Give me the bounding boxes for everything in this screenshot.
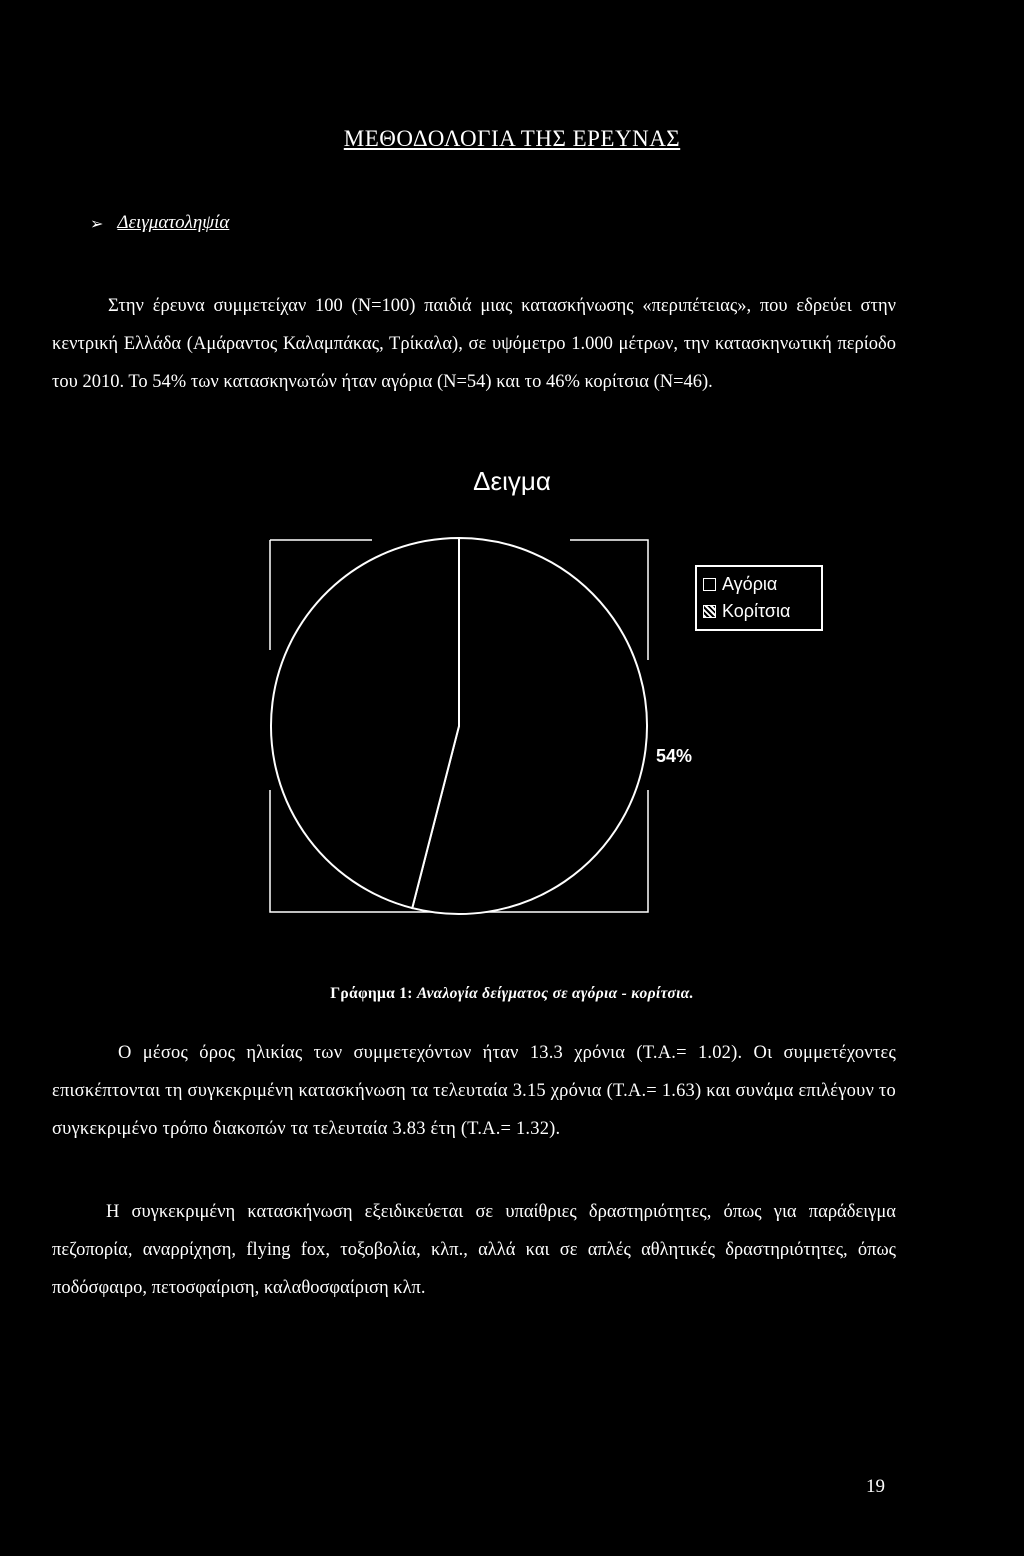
legend-swatch-girls (703, 605, 716, 618)
paragraph-sample: Στην έρευνα συμμετείχαν 100 (Ν=100) παιδιά μιας κατασκήνωσης «περιπέτειας», που εδρεύει στην κεντρική Ελλάδα (Αμάραντος Καλαμπάκας, Τρίκαλα), σε υψόμετρο 1.000 μέτρων, την κατασκηνωτική περίοδο του 2010. Το 54% των κατασκηνωτών ήταν αγόρια (Ν=54) και το 46% κορίτσια (Ν=46). (52, 296, 896, 392)
legend-item-boys (703, 571, 815, 598)
data-label-boys: 54% (656, 746, 693, 766)
page-number: 19 (866, 1476, 885, 1497)
legend-swatch-boys (703, 578, 716, 591)
subsection-label: Δειγματοληψία (117, 212, 230, 233)
section-heading: ΜΕΘΟΔΟΛΟΓΙΑ ΤΗΣ ΕΡΕΥΝΑΣ (343, 126, 681, 151)
arrow-bullet-icon: ➢ (90, 213, 104, 233)
chart-title: Δειγμα (473, 466, 551, 496)
figure-caption (0, 985, 1024, 1003)
chart-legend (695, 565, 823, 631)
legend-item-girls (703, 598, 815, 625)
paragraph-activities: Η συγκεκριμένη κατασκήνωση εξειδικεύεται σε υπαίθριες δραστηριότητες, όπως για παράδειγμα πεζοπορία, αναρρίχηση, flying fox, τοξοβολία, κλπ., αλλά και σε απλές αθλητικές δραστηριότητες, όπως ποδόσφαιρο, πετοσφαίριση, καλαθοσφαίριση κλπ. (52, 1202, 896, 1298)
legend-label-girls: Κορίτσια (722, 601, 791, 621)
caption-number: Γράφημα 1: (330, 985, 413, 1002)
legend-label-boys: Αγόρια (722, 574, 778, 594)
caption-text: Αναλογία δείγματος σε αγόρια - κορίτσια. (416, 985, 694, 1002)
paragraph-age: Ο μέσος όρος ηλικίας των συμμετεχόντων ήταν 13.3 χρόνια (Τ.Α.= 1.02). Οι συμμετέχοντες επισκέπτονται τη συγκεκριμένη κατασκήνωση τα τελευταία 3.15 χρόνια (Τ.Α.= 1.63) και συνάμα επιλέγουν το συγκεκριμένο τρόπο διακοπών τα τελευταία 3.83 έτη (Τ.Α.= 1.32). (52, 1043, 896, 1139)
